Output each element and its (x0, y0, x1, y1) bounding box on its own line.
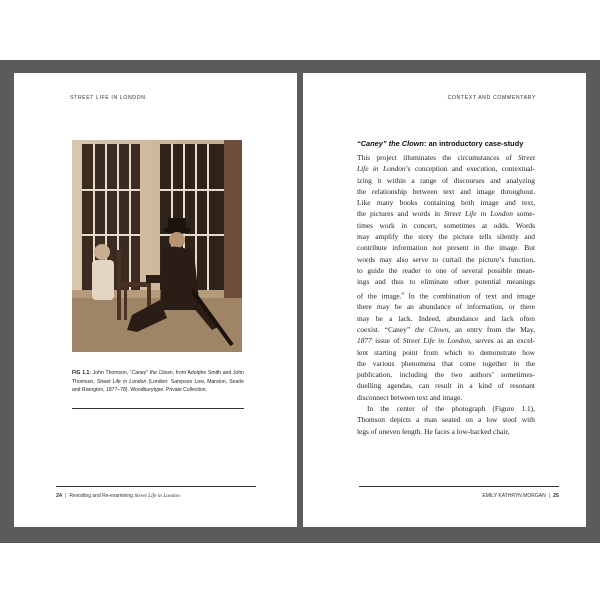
text-segment: izing it within a range of discourses and analyzing (357, 175, 535, 185)
text-segment: duelling agendas, can result in a kind of resonant (357, 381, 535, 391)
paragraph-1 (357, 152, 535, 403)
text-line (357, 392, 535, 403)
text-segment: 8 (401, 290, 404, 296)
text-segment: publication, including the two authors’ sometimes- (357, 370, 535, 380)
text-segment: may amplify the story the picture tells silently and (357, 232, 535, 242)
text-line (357, 254, 535, 265)
right-page (303, 73, 586, 527)
text-line (357, 163, 535, 174)
footer-right: EMILY KATHRYN MORGAN | 25 (482, 493, 559, 499)
text-line (357, 313, 535, 324)
body-text (357, 152, 535, 437)
text-line (357, 369, 535, 380)
text-segment: times work in concert, sometimes at odds. Words (357, 220, 535, 230)
text-segment: there may be an abundance of information, or there (357, 302, 535, 312)
text-segment: to guide the reader to one of several possible mean- (357, 265, 535, 275)
text-line (357, 335, 535, 346)
caption-text-2: ” (146, 370, 150, 376)
footer-left: 24 | Revisiting and Re-examining Street Life in London (56, 493, 180, 499)
heading-rest: : an introductory case-study (423, 139, 524, 148)
text-segment: Life in London (357, 164, 406, 174)
text-segment: , an entry from the May, (448, 324, 536, 334)
text-segment: disconnect between text and image. (357, 392, 463, 402)
text-segment: Street Life in London (444, 209, 513, 219)
caption-book-title: Street Life in London (96, 378, 147, 385)
text-segment: issue of (371, 336, 403, 346)
footer-title-start: Revisiting and Re-examining (69, 493, 135, 499)
paragraph-2 (357, 403, 535, 437)
text-segment: words may also serve to curtail the picture’s function, (357, 254, 535, 264)
text-line (357, 197, 535, 208)
text-segment: Thomson depicts a man seated on a low stool with (357, 415, 535, 425)
running-head-left: STREET LIFE IN LONDON (70, 95, 146, 101)
text-segment: Like many books containing both image and text, (357, 198, 535, 208)
heading-italic: “Caney” the Clown (357, 139, 424, 148)
text-line (357, 358, 535, 369)
caption-label: FIG 1.1: (72, 370, 92, 376)
text-line (357, 301, 535, 312)
caption-text-1: John Thomson, “ (91, 370, 132, 376)
caption-caney: Caney (131, 370, 147, 376)
text-segment: some- (512, 209, 535, 219)
text-segment: the pictures and words in (357, 209, 445, 219)
text-line (357, 380, 535, 391)
text-line (357, 403, 535, 414)
text-line (357, 242, 535, 253)
caption-text-3: , from Adolphe Smith and John Thomson, (72, 370, 245, 385)
text-segment: contribute information not present in the image. But (357, 243, 535, 253)
caption-text-4: (London: Sampson Low, Marston, Searle and Rivington, 1877–78). Woodburytype. Private Collection. (72, 378, 244, 393)
footer-title-italic: Street Life in London (134, 493, 180, 499)
text-line (357, 265, 535, 276)
text-segment: In the center of the photograph (Figure 1.1), (367, 404, 535, 413)
figure-caption (72, 369, 244, 395)
text-segment: of the image. (357, 291, 402, 301)
footer-author: EMILY KATHRYN MORGAN (482, 493, 546, 499)
caption-rule (72, 408, 244, 409)
page-number-left: 24 (56, 493, 62, 499)
text-line (357, 288, 535, 302)
page-number-right: 25 (553, 493, 559, 499)
footer-rule-right (359, 486, 559, 487)
text-line (357, 186, 535, 197)
text-segment: legs of uneven length. He faces a low-backed chair, (357, 426, 510, 436)
caption-the-clown: the Clown (149, 370, 173, 376)
left-page (14, 73, 297, 527)
text-line (357, 324, 535, 335)
section-heading (357, 139, 537, 148)
text-segment: may be a lack. Indeed, abundance and lack often (357, 313, 535, 323)
sepia-photo-image (72, 140, 242, 352)
text-segment: Street Life in London (402, 336, 470, 346)
text-segment: the relationship between text and image throughout. (357, 186, 535, 196)
text-segment: In the combination of text and image (403, 291, 535, 301)
text-segment: lent starting point from which to demonstrate how (357, 347, 535, 357)
text-line (357, 347, 535, 358)
text-line (357, 414, 535, 425)
text-line (357, 220, 535, 231)
text-line (357, 231, 535, 242)
text-line (357, 426, 535, 437)
text-segment: coexist. “Caney” (357, 324, 416, 334)
text-line (357, 152, 535, 163)
text-line (357, 208, 535, 219)
text-line (357, 175, 535, 186)
text-line (357, 276, 535, 287)
text-segment: the various phenomena that come together in the (357, 358, 535, 368)
footer-rule-left (56, 486, 256, 487)
text-segment: This project illuminates the circumstances of (357, 153, 519, 162)
text-segment: ings and thus to eliminate other potential meanings (357, 277, 535, 287)
text-segment: Street (518, 153, 535, 162)
text-segment: 1877 (357, 336, 372, 346)
figure-photograph (72, 140, 242, 352)
text-segment: the Clown (415, 324, 449, 334)
text-segment: ’s conception and execution, contextual- (405, 164, 535, 174)
text-segment: , serves as an excel- (469, 336, 536, 346)
running-head-right: CONTEXT AND COMMENTARY (447, 95, 536, 101)
